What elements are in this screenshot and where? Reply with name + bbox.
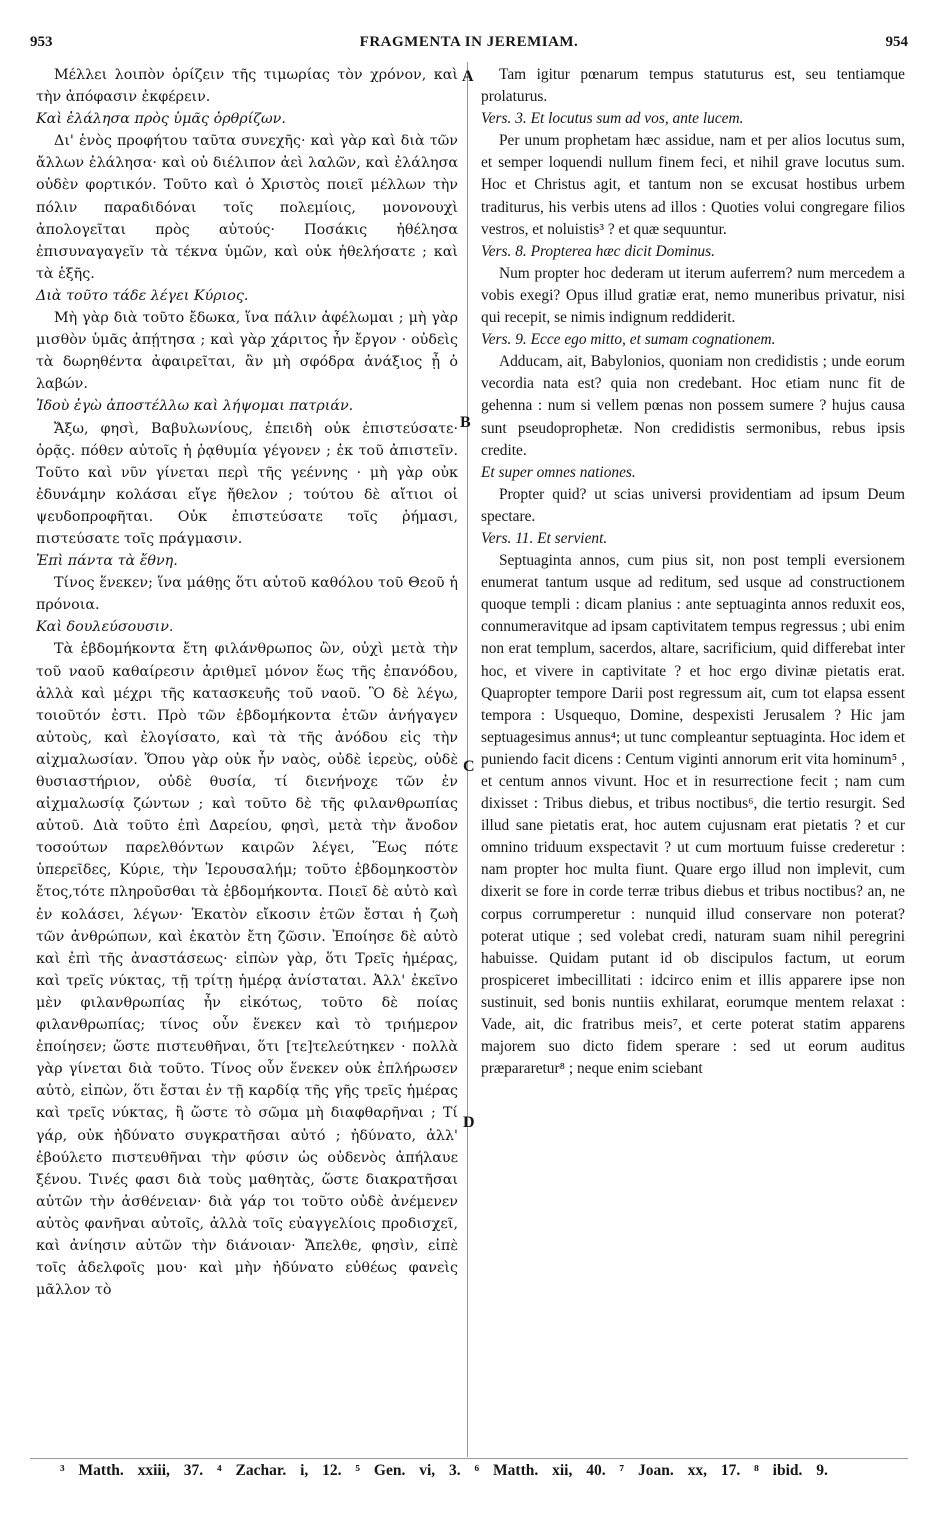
footnotes: ³ Matth. xxiii, 37. ⁴ Zachar. i, 12. ⁵ Gen. vi, 3. ⁶ Matth. xii, 40. ⁷ Joan. xx, 17. ⁸ ibid. 9. [60,1462,828,1479]
greek-paragraph: Δι' ἑνὸς προφήτου ταῦτα συνεχῆς· καὶ γὰρ καὶ διὰ τῶν ἄλλων ἐλάλησα· καὶ οὐ διέλιπον ἀεὶ λαλῶν, καὶ ἐλάλησα οὐδὲν φορτικόν. Τοῦτο καὶ ὁ Χριστὸς ποιεῖ μέλλων τὴν πόλιν παραδιδόναι τοῖς πολεμίοις, μονονουχὶ ἀπολογεῖται πρὸς αὐτούς· Ποσάκις ἠθέλησα ἐπισυναγαγεῖν τὰ τέκνα ὑμῶν, καὶ οὐκ ἠθελήσατε ; καὶ τὰ ἑξῆς. [36,133,458,282]
latin-paragraph: Adducam, ait, Babylonios, quoniam non credidistis ; unde eorum vecordia nata est? quia non credebant. Hoc etiam nunc fit de gehenna : num si vellem pœnas non possem sumere ? hujus causa sunt pseudoprophetæ. Non credidistis sermonibus, rebus ipsis credite. [481,353,905,459]
latin-lemma: Vers. 3. Et locutus sum ad vos, ante lucem. [481,110,744,128]
latin-lemma: Vers. 9. Ecce ego mitto, et sumam cognationem. [481,331,776,349]
page-title: FRAGMENTA IN JEREMIAM. [359,34,579,50]
latin-lemma: Vers. 11. Et servient. [481,529,608,547]
latin-paragraph: Septuaginta annos, cum pius sit, non post templi eversionem enumerat tantum usque ad reditum, sed usque ad constructionem quoque templi : dicam planius : ante septuaginta annos reduxit eos, connumeravitque ad ipsam captivitatem tempus regressus ; ubi enim non erat templum, sacerdos, altare, sacrificium, quid differebat inter hoc, et vivere in captivitate ? et hoc ergo divinæ pietatis erat. Quapropter tempore Darii post regressum ait, cum tot elapsa essent tempora : Usquequo, Domine, despexisti Jerusalem ? Hic jam septuagesimus annus⁴; ut tunc compleantur septuaginta. Hoc idem et puniendo facit dicens : Centum viginti annorum erit vita hominum⁵ , et centum annos vivunt. Hoc et in resurrectione fecit ; nam cum dixisset : Tribus diebus, et tribus noctibus⁶, die tertio resurgit. Sed illud sane pietatis erat, hoc autem cujusnam erat pietatis ? et cur omnino triduum exspectavit ? ut cum mortuum fuisse crederetur : nam propter hoc multa fiunt. Quare ergo illud non implevit, cum dixerit se fore in corde terræ tribus diebus et tribus noctibus? an, ne corpus corrumperetur : nunquid illud conservare non poterat? poterat utique ; sed volebat credi, naturam suam nihil peregrini habuisse. Quidam putant id ob discipulos factum, ut eorum prospiceret imbecillitati : idcirco enim et illis apparere ipse non sustinuit, sed bonis nuntiis exhilarat, eorumque mentem relaxat : Vade, ait, dic fratribus meis⁷, et certe poterat statim apparens majorem suo dicto fidem sperare : sed ut eorum auditus præpararetur⁸ ; neque enim sciebant [481,552,905,1078]
greek-text-column [36,64,458,1301]
greek-paragraph: Ἄξω, φησὶ, Βαβυλωνίους, ἐπειδὴ οὐκ ἐπιστεύσατε· ὁρᾷς. πόθεν αὐτοῖς ἡ ῥᾳθυμία γέγονεν ; ἐκ τοῦ ἀπιστεῖν. Τοῦτο καὶ νῦν γίνεται περὶ τῆς γεέννης · μὴ γὰρ οὐκ ἐδυνάμην κολάσαι εἴγε ἤθελον ; τούτου δὲ αἴτιοι οἱ ψευδοπροφῆται. Οὐκ ἐπιστεύσατε τοῖς ῥήμασι, πιστεύσατε τοῖς πράγμασιν. [36,420,458,547]
greek-paragraph: Τὰ ἑβδομήκοντα ἔτη φιλάνθρωπος ὢν, οὐχὶ μετὰ τὴν τοῦ ναοῦ καθαίρεσιν ἀριθμεῖ μόνον ἕως τῆς ἐπανόδου, ἀλλὰ καὶ μέχρι τῆς κατασκευῆς τοῦ ναοῦ. Ὃ δὲ λέγω, τοιοῦτόν ἐστι. Πρὸ τῶν ἑβδομήκοντα ἐτῶν ἀνήγαγεν αὐτοὺς, καὶ ἐλογίσατο, καὶ τὰ τῆς ἀνόδου εἰς τὴν αἰχμαλωσίαν. Ὅπου γὰρ οὐκ ἦν ναὸς, οὐδὲ ἱερεὺς, οὐδὲ θυσιαστήριον, οὐδὲ θυσία, τί διενήνοχε τῶν ἐν αἰχμαλωσίᾳ ζώντων ; καὶ τοῦτο δὲ τῆς φιλανθρωπίας αὐτοῦ. Διὰ τοῦτο ἐπὶ Δαρείου, φησὶ, μετὰ τὴν ἄνοδον τοσούτων παρελθόντων καιρῶν λέγει, Ἕως πότε ὑπερεῖδες, Κύριε, τὴν Ἱερουσαλήμ; τοῦτο ἑβδομηκοστὸν ἔτος,τότε πληροῦσθαι τὰ ἑβδομήκοντα. Ποιεῖ δὲ αὐτὸ καὶ ἐν κολάσει, λέγων· Ἑκατὸν εἴκοσιν ἐτῶν ἔσται ἡ ζωὴ τῶν ἀνθρώπων, καὶ ἑκατὸν ἔτη ζῶσιν. Ἐποίησε δὲ αὐτὸ καὶ ἐπὶ τῆς ἀναστάσεως· εἰπὼν γὰρ, ὅτι Τρεῖς ἡμέρας, καὶ τρεῖς νύκτας, τῇ τρίτῃ ἡμέρᾳ ἀνίσταται. Ἀλλ' ἐκεῖνο μὲν φιλανθρωπίας ἦν εἰκότως, τοῦτο δὲ ποίας φιλανθρωπίας; τίνος οὖν ἕνεκεν καὶ τὸ τριήμερον ἐποίησεν; ὥστε πιστευθῆναι, ὅτι [τε]τελεύτηκεν · πολλὰ γὰρ γίνεται διὰ τοῦτο. Τίνος οὖν ἕνεκεν οὐκ ἐπλήρωσεν αὐτὸ, εἰπὼν, ὅτι ἔσται ἐν τῇ καρδίᾳ τῆς γῆς τρεῖς ἡμέρας καὶ τρεῖς νύκτας, ἢ ὥστε τὸ σῶμα μὴ διαφθαρῆναι ; Τί γάρ, οὐκ ἠδύνατο συγκρατῆσαι αὐτό ; ἠδύνατο, ἀλλ' ἐβούλετο πιστευθῆναι τὴν φύσιν ὡς οὐδενὸς ἀπήλαυε ξένου. Τινές φασι διὰ τοὺς μαθητὰς, ὥστε διακρατῆσαι αὐτῶν τὴν ἀσθένειαν· διὰ γάρ τοι τοῦτο οὐδὲ ἀνέμενεν αὐτὸς φανῆναι αὐτοῖς, ἀλλὰ τοῖς εὐαγγελίοις προδισχεῖ, καὶ ἀνίησιν αὐτῶν τὴν διάνοιαν· Ἄπελθε, φησὶν, εἰπὲ τοῖς ἀδελφοῖς μου· καὶ μὴν ἠδύνατο εὐθέως φανεὶς μᾶλλον τὸ [36,641,458,1299]
margin-marker-b: B [460,414,471,431]
page-number-left: 953 [30,34,53,50]
greek-paragraph: Μὴ γὰρ διὰ τοῦτο ἔδωκα, ἵνα πάλιν ἀφέλωμαι ; μὴ γὰρ μισθὸν ὑμᾶς ἀπῄτησα ; καὶ γὰρ χάριτος ἦν ἔργον · οὐδεὶς τὰ δωρηθέντα ἀφαιρεῖται, ἂν μὴ σφόδρα ἀνάξιος ᾖ ὁ λαβών. [36,310,458,393]
latin-text-column [481,64,905,1080]
greek-paragraph: Τίνος ἕνεκεν; ἵνα μάθῃς ὅτι αὐτοῦ καθόλου τοῦ Θεοῦ ἡ πρόνοια. [36,575,458,614]
greek-lemma: Διὰ τοῦτο τάδε λέγει Κύριος. [36,287,249,304]
latin-paragraph: Propter quid? ut scias universi providentiam ad ipsum Deum spectare. [481,485,905,525]
latin-paragraph: Num propter hoc dederam ut iterum auferrem? num mercedem a vobis exegi? Opus illud gratiæ erat, nemo muneribus privatur, nisi qui recepit, se nimis indignum reddiderit. [481,264,905,327]
margin-marker-c: C [463,758,475,775]
greek-lemma: Καὶ δουλεύσουσιν. [36,619,174,636]
greek-lemma: Ἐπὶ πάντα τὰ ἔθνη. [36,553,178,570]
latin-paragraph: Tam igitur pœnarum tempus statuturus est, seu tentiamque prolaturus. [481,66,905,106]
footnote-rule [30,1458,908,1459]
latin-lemma: Vers. 8. Propterea hæc dicit Dominus. [481,242,715,260]
latin-paragraph: Per unum prophetam hæc assidue, nam et per alios locutus sum, et semper loquendi nullum finem feci, et nihil grave locutus sum. Hoc et Christus agit, et tantum non se excusat hostibus urbem traditurus, his verbis utens ad illos : Quoties volui congregare filios vestros, et noluistis³ ? et quæ sequuntur. [481,132,905,238]
running-header [30,34,908,58]
page-number-right: 954 [885,34,908,50]
latin-lemma: Et super omnes nationes. [481,463,636,481]
greek-lemma: Καὶ ἐλάλησα πρὸς ὑμᾶς ὀρθρίζων. [36,111,286,128]
margin-marker-a: A [462,68,474,85]
margin-marker-d: D [463,1114,475,1131]
greek-paragraph: Μέλλει λοιπὸν ὁρίζειν τῆς τιμωρίας τὸν χρόνον, καὶ τὴν ἀπόφασιν ἐκφέρειν. [36,67,458,106]
greek-lemma: Ἰδοὺ ἐγὼ ἀποστέλλω καὶ λήψομαι πατριάν. [36,398,354,415]
